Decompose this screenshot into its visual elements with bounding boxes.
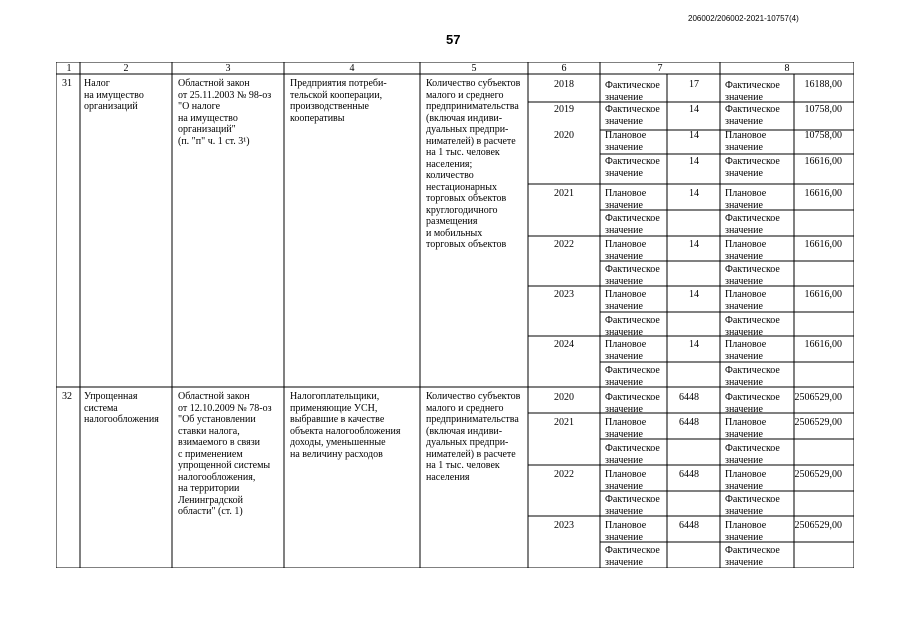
entry-label-col8: Фактическое значение — [725, 213, 780, 236]
entry-label-col7: Фактическое значение — [605, 494, 660, 517]
row-32-tax-name: Упрощенная система налогообложения — [84, 391, 159, 425]
entry-label-col8: Фактическое значение — [725, 443, 780, 466]
entry-label-col7: Плановое значение — [605, 289, 647, 312]
entry-value-col8: 16616,00 — [804, 289, 842, 300]
entry-label-col7: Фактическое значение — [605, 264, 660, 287]
row-31-year: 2024 — [554, 339, 574, 350]
entry-value-col7: 17 — [689, 79, 699, 90]
row-31-year: 2018 — [554, 79, 574, 90]
entry-value-col7: 14 — [689, 188, 699, 199]
row-32-year: 2023 — [554, 520, 574, 531]
row-31-number: 31 — [62, 78, 72, 89]
entry-label-col8: Плановое значение — [725, 130, 767, 153]
entry-label-col8: Фактическое значение — [725, 104, 780, 127]
entry-label-col7: Фактическое значение — [605, 80, 660, 103]
row-32-indicator: Количество субъектов малого и среднего предпринимательства (включая индиви- дуальных предпри- нимателей) в расчете на 1 тыс. человек населения — [426, 391, 521, 483]
entry-label-col7: Плановое значение — [605, 130, 647, 153]
entry-label-col8: Плановое значение — [725, 239, 767, 262]
header-col-8: 8 — [784, 63, 790, 74]
entry-value-col7: 6448 — [679, 469, 699, 480]
entry-value-col7: 6448 — [679, 392, 699, 403]
entry-value-col8: 2506529,00 — [794, 520, 842, 531]
entry-label-col7: Плановое значение — [605, 239, 647, 262]
entry-value-col8: 16616,00 — [804, 339, 842, 350]
entry-label-col7: Фактическое значение — [605, 443, 660, 466]
entry-label-col8: Фактическое значение — [725, 392, 780, 415]
row-32-year: 2021 — [554, 417, 574, 428]
entry-value-col8: 16616,00 — [804, 239, 842, 250]
entry-label-col8: Фактическое значение — [725, 156, 780, 179]
entry-value-col8: 16616,00 — [804, 188, 842, 199]
row-31-year: 2021 — [554, 188, 574, 199]
row-32-number: 32 — [62, 391, 72, 402]
entry-value-col8: 10758,00 — [804, 104, 842, 115]
entry-label-col7: Плановое значение — [605, 469, 647, 492]
entry-value-col8: 16616,00 — [804, 156, 842, 167]
entry-value-col8: 10758,00 — [804, 130, 842, 141]
entry-label-col8: Плановое значение — [725, 188, 767, 211]
entry-label-col7: Плановое значение — [605, 417, 647, 440]
entry-value-col7: 14 — [689, 156, 699, 167]
row-31-law: Областной закон от 25.11.2003 № 98-оз "О налоге на имущество организаций" (п. "п" ч. 1 ст. 3¹) — [178, 78, 272, 147]
row-32-year: 2020 — [554, 392, 574, 403]
entry-value-col8: 2506529,00 — [794, 417, 842, 428]
document-number: 206002/206002-2021-10757(4) — [688, 14, 799, 23]
entry-label-col8: Плановое значение — [725, 469, 767, 492]
entry-value-col7: 6448 — [679, 417, 699, 428]
entry-label-col7: Плановое значение — [605, 339, 647, 362]
entry-value-col8: 16188,00 — [804, 79, 842, 90]
entry-label-col7: Фактическое значение — [605, 392, 660, 415]
entry-value-col7: 14 — [689, 339, 699, 350]
entry-label-col8: Плановое значение — [725, 520, 767, 543]
header-col-6: 6 — [561, 63, 567, 74]
entry-label-col7: Фактическое значение — [605, 545, 660, 568]
row-32-law: Областной закон от 12.10.2009 № 78-оз "Об установлении ставки налога, взимаемого в связи с применением упрощенной системы налогообложения, на территории Ленинградской области" (ст. 1) — [178, 391, 272, 517]
entry-label-col8: Фактическое значение — [725, 545, 780, 568]
header-col-1: 1 — [66, 63, 72, 74]
header-col-3: 3 — [225, 63, 231, 74]
entry-value-col7: 14 — [689, 130, 699, 141]
entry-label-col7: Фактическое значение — [605, 104, 660, 127]
entry-label-col7: Фактическое значение — [605, 213, 660, 236]
entry-label-col7: Фактическое значение — [605, 156, 660, 179]
row-31-tax-name: Налог на имущество организаций — [84, 78, 144, 112]
row-32-year: 2022 — [554, 469, 574, 480]
header-col-7: 7 — [657, 63, 663, 74]
header-col-4: 4 — [349, 63, 355, 74]
entry-value-col7: 14 — [689, 104, 699, 115]
entry-label-col7: Фактическое значение — [605, 315, 660, 338]
entry-value-col7: 6448 — [679, 520, 699, 531]
entry-label-col8: Плановое значение — [725, 417, 767, 440]
entry-value-col8: 2506529,00 — [794, 469, 842, 480]
header-col-2: 2 — [123, 63, 129, 74]
entry-label-col8: Фактическое значение — [725, 264, 780, 287]
entry-value-col8: 2506529,00 — [794, 392, 842, 403]
row-31-category: Предприятия потреби- тельской кооперации, производственные кооперативы — [290, 78, 387, 124]
row-32-category: Налогоплательщики, применяющие УСН, выбравшие в качестве объекта налогообложения доходы, уменьшенные на величину расходов — [290, 391, 401, 460]
entry-label-col7: Фактическое значение — [605, 365, 660, 388]
entry-label-col7: Плановое значение — [605, 188, 647, 211]
entry-label-col8: Фактическое значение — [725, 80, 780, 103]
entry-value-col7: 14 — [689, 239, 699, 250]
row-31-year: 2019 — [554, 104, 574, 115]
header-col-5: 5 — [471, 63, 477, 74]
row-31-indicator: Количество субъектов малого и среднего предпринимательства (включая индиви- дуальных предпри- нимателей) в расчете на 1 тыс. человек населения; количество нестационарных торговых объектов круглогодичного размещения и мобильных торговых объектов — [426, 78, 521, 250]
row-31-year: 2022 — [554, 239, 574, 250]
entry-label-col7: Плановое значение — [605, 520, 647, 543]
page-number: 57 — [446, 32, 461, 47]
entry-label-col8: Фактическое значение — [725, 365, 780, 388]
row-31-year: 2023 — [554, 289, 574, 300]
entry-label-col8: Фактическое значение — [725, 494, 780, 517]
entry-value-col7: 14 — [689, 289, 699, 300]
entry-label-col8: Плановое значение — [725, 289, 767, 312]
row-31-year: 2020 — [554, 130, 574, 141]
entry-label-col8: Фактическое значение — [725, 315, 780, 338]
entry-label-col8: Плановое значение — [725, 339, 767, 362]
